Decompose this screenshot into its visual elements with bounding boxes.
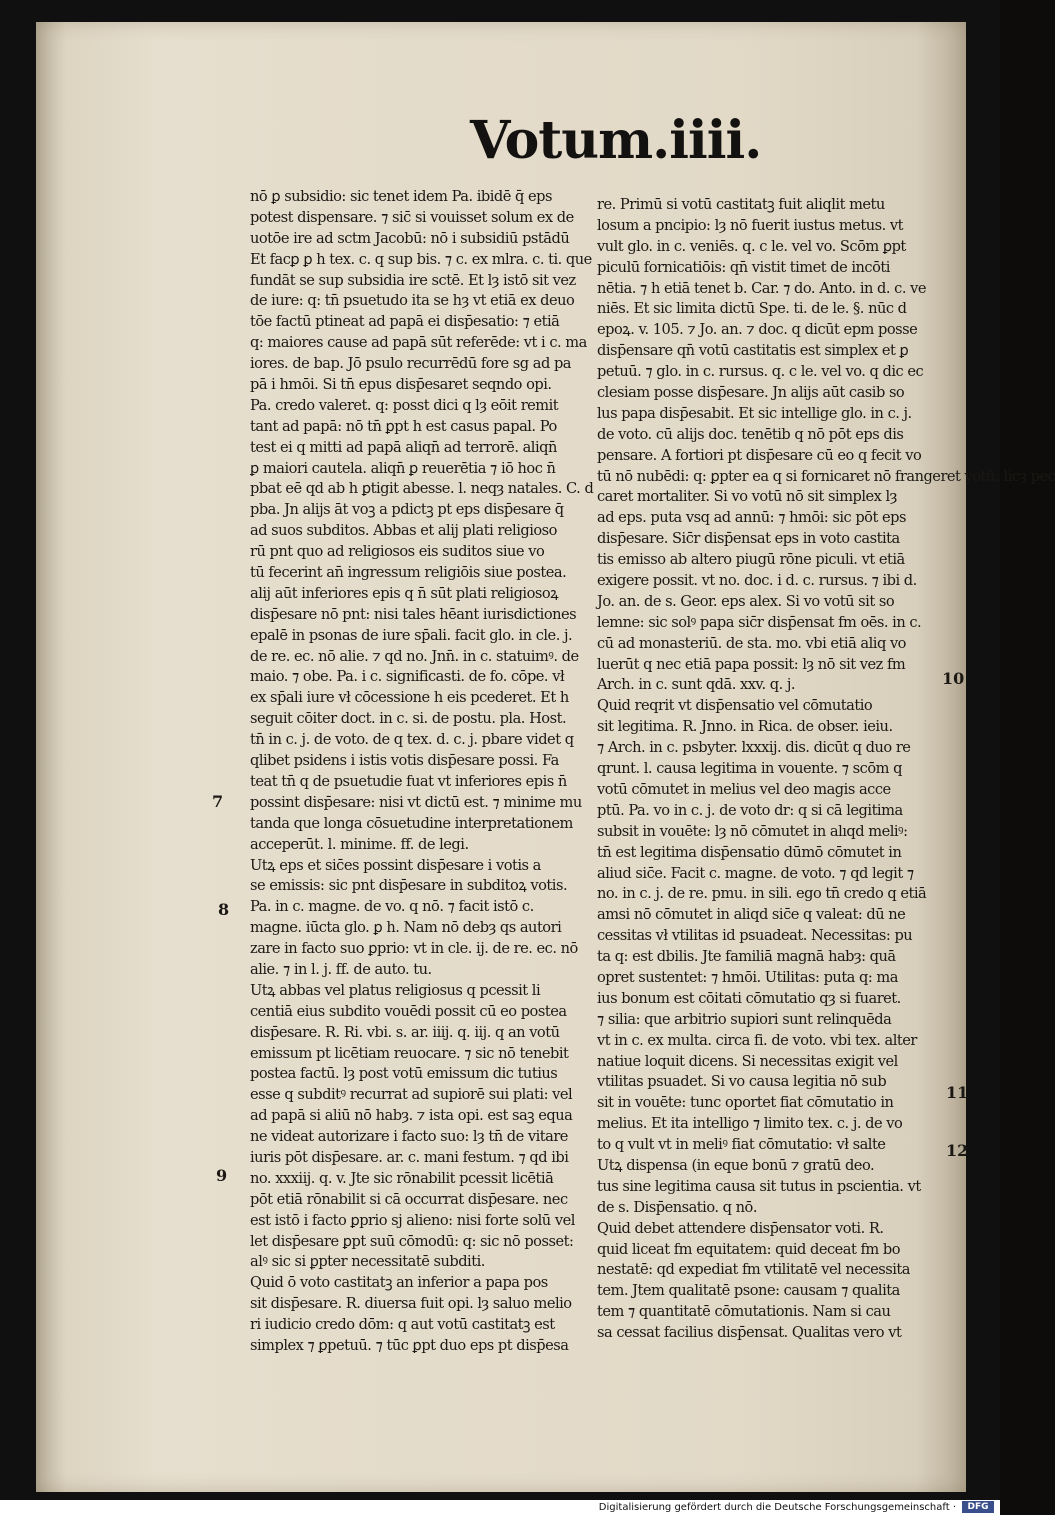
text-line: uotōe ire ad sctm Jacobū: nō i subsidiū pstādū (250, 229, 570, 247)
text-line: nō ꝑ subsidio: sic tenet idem Pa. ibidē q̄ eps (250, 188, 552, 205)
text-line: pba. Jn alijs āt voꝫ a pdictꝫ pt eps disp̄esare q̄ (250, 501, 564, 519)
text-line: tem. Jtem qualitatē psone: causam ⁊ qualita (597, 1282, 900, 1300)
text-line: alij aūt inferiores epis q n̄ sūt plati religiosoꝝ (250, 584, 559, 602)
text-line: tōe factū ptineat ad papā ei disp̄esatio: ⁊ etiā (250, 313, 560, 331)
text-line: no. in c. j. de re. pmu. in sili. ego tn̄ credo q etiā (597, 885, 927, 903)
text-line: tn̄ est legitima disp̄ensatio dūmō cōmutet in (597, 843, 902, 861)
text-line: tis emisso ab altero piugū rōne piculi. vt etiā (597, 551, 905, 569)
text-line: opret sustentet: ⁊ hmōi. Utilitas: puta q: ma (597, 968, 898, 986)
text-line: lemne: sic solꝰ papa sic̄r disp̄ensat fm oēs. in c. (597, 613, 922, 631)
text-line: ptū. Pa. vo in c. j. de voto dr: q si cā legitima (597, 801, 903, 819)
text-line: est istō i facto ꝑprio sj alieno: nisi forte solū vel (250, 1211, 575, 1229)
text-line: vult glo. in c. veniēs. q. c le. vel vo. Scōm ꝑpt (597, 237, 906, 255)
text-line: Quid ō voto castitatꝫ an inferior a papa pos (250, 1274, 548, 1292)
text-line: quid liceat fm equitatem: quid deceat fm bo (597, 1240, 901, 1258)
text-line: seguit cōiter doct. in c. si. de postu. pla. Host. (250, 710, 567, 728)
text-line: centiā eius subdito vouēdi possit cū eo postea (250, 1002, 567, 1020)
page-title: Votum.iiii. (470, 110, 762, 171)
text-line: nētia. ⁊ h etiā tenet b. Car. ⁊ do. Anto. in d. c. ve (597, 279, 926, 297)
text-line: de voto. cū alijs doc. tenētib q nō pōt eps dis (597, 425, 904, 443)
text-line: Quid debet attendere disp̄ensator voti. R. (597, 1219, 884, 1237)
text-line: disp̄esare nō pnt: nisi tales hēant iurisdictiones (250, 605, 577, 623)
text-line: losum a pncipio: lȝ nō fuerit iustus metus. vt (597, 216, 903, 234)
text-line: subsit in vouēte: lȝ nō cōmutet in alıqd meliꝰ: (597, 822, 908, 840)
text-line: cessitas vł vtilitas id psuadeat. Necessitas: pu (597, 927, 913, 945)
text-line: to q vult vt in meliꝰ fiat cōmutatio: vł salte (597, 1136, 886, 1154)
footer-credit: Digitalisierung gefördert durch die Deutsche Forschungsgemeinschaft · (598, 1502, 956, 1513)
margin-mark-11: 11 (946, 1083, 969, 1102)
margin-mark-9: 9 (216, 1166, 228, 1185)
text-line: de iure: q: tn̄ psuetudo ita se hȝ vt etiā ex deuo (250, 292, 575, 310)
text-line: rū pnt quo ad religiosos eis suditos siue vo (250, 543, 545, 561)
text-line: teat tn̄ q de psuetudie fuat vt inferiores epis n̄ (250, 772, 567, 790)
text-line: aliud sic̄e. Facit c. magne. de voto. ⁊ qd legit ⁊ (597, 864, 914, 882)
text-line: vtilitas psuadet. Si vo causa legitia nō sub (597, 1073, 887, 1091)
text-line: maio. ⁊ obe. Pa. i c. significasti. de fo. cōpe. vł (250, 668, 565, 686)
text-line: ri iudicio credo dōm: q aut votū castitatꝫ est (250, 1316, 555, 1334)
dfg-logo: DFG (962, 1501, 994, 1513)
text-line: caret mortaliter. Si vo votū nō sit simplex lȝ (597, 488, 897, 506)
text-line: natiue loquit dicens. Si necessitas exigit vel (597, 1052, 898, 1070)
text-line: pbat eē qd ab h ꝑtigit abesse. l. neqȝ natales. C. d (250, 480, 594, 498)
text-line: emissum pt licētiam reuocare. ⁊ sic nō tenebit (250, 1044, 569, 1062)
text-line: petuū. ⁊ glo. in c. rursus. q. c le. vel vo. q dic ec (597, 363, 924, 381)
text-line: q: maiores cause ad papā sūt referēde: vt i c. ma (250, 334, 587, 352)
text-line: tū fecerint an̄ ingressum religiōis siue postea. (250, 564, 567, 582)
margin-mark-8: 8 (218, 900, 230, 919)
text-line: disp̄esare. R. Ri. vbi. s. ar. iiij. q. iij. q an votū (250, 1023, 560, 1041)
text-line: pā i hmōi. Si tn̄ epus disp̄esaret seqndo opi. (250, 376, 552, 394)
text-line: pensare. A fortiori pt disp̄esare cū eo q fecit vo (597, 446, 922, 464)
text-line: lus papa disp̄esabit. Et sic intellige glo. in c. j. (597, 404, 912, 422)
text-line: clesiam posse disp̄esare. Jn alijs aūt casib so (597, 384, 905, 402)
text-line: amsi nō cōmutet in aliqd sic̄e q valeat: dū ne (597, 906, 906, 924)
text-line: fundāt se sup subsidia ire sctē. Et lȝ istō sit vez (250, 271, 576, 289)
text-line: disp̄ensare qn̄ votū castitatis est simplex et ꝑ (597, 342, 909, 360)
margin-mark-7: 7 (212, 792, 224, 811)
text-line: tus sine legitima causa sit tutus in pscientia. vt (597, 1177, 921, 1195)
text-line: zare in facto suo ꝑprio: vt in cle. ij. de re. ec. nō (250, 940, 578, 958)
margin-mark-10: 10 (942, 669, 965, 688)
text-line: ex sp̄ali iure vł cōcessione h eis pcederet. Et h (250, 689, 569, 707)
text-line: acceperūt. l. minime. ff. de legi. (250, 835, 469, 853)
text-line: postea factū. lȝ post votū emissum dic tutius (250, 1065, 558, 1083)
text-line: luerūt q nec etiā papa possit: lȝ nō sit vez fm (597, 655, 906, 673)
text-line: nestatē: qd expediat fm vtilitatē vel necessita (597, 1261, 910, 1279)
text-line: Pa. in c. magne. de vo. q nō. ⁊ facit istō c. (250, 898, 534, 916)
left-text-column (250, 187, 594, 1357)
text-line: votū cōmutet in melius vel deo magis acce (597, 780, 891, 798)
text-line: disp̄esare. Sic̄r disp̄ensat eps in voto castita (597, 530, 900, 548)
text-line: Pa. credo valeret. q: posst dici q lȝ eōit remit (250, 396, 559, 414)
text-line: Arch. in c. sunt qdā. xxv. q. j. (597, 676, 796, 694)
text-line: sit in vouēte: tunc oportet fiat cōmutatio in (597, 1094, 894, 1112)
text-line: niēs. Et sic limita dictū Spe. ti. de le. §. nūc d (597, 300, 907, 318)
text-line: potest dispensare. ⁊ sic̄ si vouisset solum ex de (250, 208, 574, 226)
text-line: simplex ⁊ ꝑpetuū. ⁊ tūc ꝑpt duo eps pt disp̄esa (250, 1336, 569, 1354)
text-line: Jo. an. de s. Geor. eps alex. Si vo votū sit so (597, 592, 895, 610)
text-line: Quid reqrit vt disp̄ensatio vel cōmutatio (597, 697, 873, 715)
text-line: tn̄ in c. j. de voto. de q tex. d. c. j. pbare videt q (250, 731, 574, 749)
text-line: piculū fornicatiōis: qn̄ vistit timet de incōti (597, 258, 890, 276)
text-line: ad suos subditos. Abbas et alij plati religioso (250, 522, 557, 540)
text-line: iores. de bap. Jō psulo recurrēdū fore sg ad pa (250, 355, 571, 373)
text-line: epoꝝ. v. 105. ⁊ Jo. an. ⁊ doc. q dicūt epm posse (597, 321, 918, 339)
text-line: alie. ⁊ in l. j. ff. de auto. tu. (250, 960, 432, 978)
text-line: iuris pōt disp̄esare. ar. c. mani festum. ⁊ qd ibi (250, 1148, 569, 1166)
text-line: test ei q mitti ad papā aliqn̄ ad terrorē. aliqn̄ (250, 438, 557, 456)
text-line: qrunt. l. causa legitima in vouente. ⁊ scōm q (597, 760, 902, 778)
text-line: melius. Et ita intelligo ⁊ limito tex. c. j. de vo (597, 1115, 903, 1133)
text-line: magne. iūcta glo. ꝑ h. Nam nō debȝ qs autori (250, 919, 562, 937)
text-line: se emissis: sic pnt disp̄esare in subditoꝝ votis. (250, 877, 568, 895)
text-line: sit disp̄esare. R. diuersa fuit opi. lȝ saluo melio (250, 1295, 572, 1313)
text-line: epalē in psonas de iure sp̄ali. facit glo. in cle. j. (250, 626, 573, 644)
text-line: no. xxxiij. q. v. Jte sic rōnabilit pcessit licētiā (250, 1169, 554, 1187)
text-line: qlibet psidens i istis votis disp̄esare possi. Fa (250, 752, 559, 770)
text-line: ꝑ maiori cautela. aliqn̄ ꝑ reuerētia ⁊ iō hoc n̄ (250, 459, 556, 477)
text-line: ⁊ silia: que arbitrio supiori sunt relinquēda (597, 1010, 892, 1028)
text-line: Et facꝑ ꝑ h tex. c. q sup bis. ⁊ c. ex mlra. c. ti. que (250, 250, 592, 268)
text-line: ad eps. puta vsq ad annū: ⁊ hmōi: sic pōt eps (597, 509, 906, 527)
text-line: ius bonum est cōitati cōmutatio qȝ si fuaret. (597, 989, 901, 1007)
text-line: Utꝝ eps et sic̄es possint disp̄esare i votis a (250, 856, 541, 874)
text-line: let disp̄esare ꝑpt suū cōmodū: q: sic nō posset: (250, 1232, 574, 1250)
text-line: tant ad papā: nō tn̄ ꝑpt h est casus papal. Po (250, 417, 557, 435)
text-line: exigere possit. vt no. doc. i d. c. rursus. ⁊ ibi d. (597, 572, 917, 590)
margin-mark-12: 12 (946, 1141, 969, 1160)
text-line: de re. ec. nō alie. ⁊ qd no. Jnn̄. in c. statuimꝰ. de (250, 647, 579, 665)
text-line: re. Primū si votū castitatꝫ fuit aliqlit metu (597, 196, 885, 213)
text-line: vt in c. ex multa. circa fi. de voto. vbi tex. alter (597, 1031, 917, 1049)
text-line: ⁊ Arch. in c. psbyter. lxxxij. dis. dicūt q duo re (597, 739, 911, 757)
text-line: possint disp̄esare: nisi vt dictū est. ⁊ minime mu (250, 793, 582, 811)
text-line: tanda que longa cōsuetudine interpretationem (250, 814, 573, 832)
text-line: de s. Disp̄ensatio. q nō. (597, 1198, 757, 1216)
text-line: tū nō nubēdi: q: ꝑpter ea q si fornicaret nō frangeret votū: licȝ pec (597, 467, 1055, 485)
text-line: alꝰ sic si ꝑpter necessitatē subditi. (250, 1253, 485, 1271)
text-line: tem ⁊ quantitatē cōmutationis. Nam si cau (597, 1303, 891, 1321)
text-line: ta q: est dbilis. Jte familiā magnā habȝ: quā (597, 948, 896, 966)
text-line: ad papā si aliū nō habȝ. ⁊ ista opi. est saꝫ equa (250, 1107, 573, 1125)
text-line: ne videat autorizare i facto suo: lȝ tn̄ de vitare (250, 1128, 568, 1146)
text-line: sa cessat facilius disp̄ensat. Qualitas vero vt (597, 1324, 902, 1342)
text-line: cū ad monasteriū. de sta. mo. vbi etiā aliq vo (597, 634, 906, 652)
text-line: Utꝝ dispensa (in eque bonū ⁊ gratū deo. (597, 1156, 875, 1174)
text-line: pōt etiā rōnabilit si cā occurrat disp̄esare. nec (250, 1190, 568, 1208)
text-line: esse q subditꝰ recurrat ad supiorē sui plati: vel (250, 1086, 573, 1104)
text-line: sit legitima. R. Jnno. in Rica. de obser. ieiu. (597, 718, 893, 736)
text-line: Utꝝ abbas vel platus religiosus q pcessit li (250, 981, 541, 999)
